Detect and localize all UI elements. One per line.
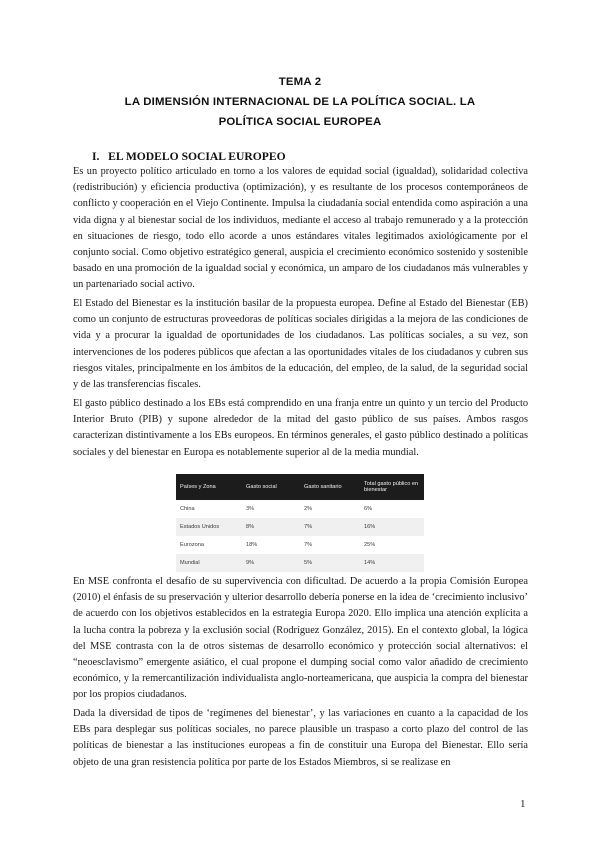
table-header: Gasto social <box>242 474 300 500</box>
table-cell: 7% <box>300 518 360 536</box>
section-heading <box>92 150 286 163</box>
table-cell: 5% <box>300 554 360 572</box>
table-cell: Mundial <box>176 554 242 572</box>
table-header: Gasto sanitario <box>300 474 360 500</box>
paragraph-5: Dada la diversidad de tipos de ‘regímenes del bienestar’, y las variaciones en cuanto a la capacidad de los EBs para desplegar sus políticas sociales, no parece plausible un traspaso a corto plazo del control de las políticas de bienestar a las instituciones europeas a fin de constituir una Europa del Bienestar. Ello sería objeto de una gran resistencia política por parte de los Estados Miembros, si se realizase en <box>73 708 528 768</box>
paragraph-4: En MSE confronta el desafío de su supervivencia con dificultad. De acuerdo a la propia Comisión Europea (2010) el énfasis de su preservación y ulterior desarrollo debería ponerse en la idea de ‘crecimiento inclusivo’ de acuerdo con los objetivos establecidos en la estrategia Europa 2020. Ello implica una atención explícita a la lucha contra la pobreza y la exclusión social (Rodríguez González, 2015). En el contexto global, la lógica del MSE contrasta con la de otros sistemas de desarrollo económico y protección social alternativos: el “neoesclavismo” emergente asiático, el cual propone el dumping social como valor añadido de crecimiento económico, y la remercantilización individualista anglo-norteamericana, que auspicia la compra del bienestar por los propios ciudadanos. <box>73 576 528 701</box>
table-cell: 18% <box>242 536 300 554</box>
table-cell: China <box>176 500 242 518</box>
paragraph-2: El Estado del Bienestar es la institución basilar de la propuesta europea. Define al Estado del Bienestar (EB) como un conjunto de estructuras proveedoras de políticas sociales dirigidas a la mejora de las condiciones de vida y a procurar la igualdad de oportunidades de los ciudadanos. Las políticas sociales, a su vez, son intervenciones de los poderes públicos que afectan a las oportunidades vitales de los ciudadanos y cubren sus riesgos vitales, principalmente en los ámbitos de la educación, del empleo, de la salud, de la seguridad social y de las transferencias fiscales. <box>73 298 528 391</box>
table-header: Total gasto público en bienestar <box>360 474 424 500</box>
table-cell: 14% <box>360 554 424 572</box>
section-title: EL MODELO SOCIAL EUROPEO <box>108 150 286 163</box>
section-number: I. <box>92 150 100 163</box>
table-cell: 2% <box>300 500 360 518</box>
document-title-line-1: LA DIMENSIÓN INTERNACIONAL DE LA POLÍTICA SOCIAL. LA <box>124 96 476 108</box>
table-cell: 7% <box>300 536 360 554</box>
table-cell: 16% <box>360 518 424 536</box>
paragraph-1: Es un proyecto político articulado en torno a los valores de equidad social (igualdad), solidaridad colectiva (redistribución) y eficiencia productiva (optimización), y es resultante de los procesos contemporáneos de conflicto y cooperación en el Viejo Continente. Impulsa la ciudadanía social entendida como aspiración a una vida digna y al bienestar social de los individuos, mediante el acceso al trabajo remunerado y a la protección en situaciones de riesgo, todo ello acorde a unos estándares vitales legitimados axiológicamente por el conjunto social. Como objetivo estratégico general, auspicia el crecimiento económico sostenido y sostenible basado en una promoción de la igualdad social y económica, un amparo de los ciudadanos más vulnerables y un partenariado social activo. <box>73 166 528 291</box>
table-row <box>176 518 424 536</box>
table-cell: 9% <box>242 554 300 572</box>
table-cell: 25% <box>360 536 424 554</box>
document-title-line-2: POLÍTICA SOCIAL EUROPEA <box>218 116 382 128</box>
table-cell: Eurozona <box>176 536 242 554</box>
table-header: Países y Zona <box>176 474 242 500</box>
table-row <box>176 500 424 518</box>
table-cell: Estados Unidos <box>176 518 242 536</box>
page-number: 1 <box>520 798 526 810</box>
table-cell: 8% <box>242 518 300 536</box>
table-row <box>176 536 424 554</box>
table-cell: 3% <box>242 500 300 518</box>
paragraph-3: El gasto público destinado a los EBs está comprendido en una franja entre un quinto y un tercio del Producto Interior Bruto (PIB) y supone alrededor de la mitad del gasto público de sus países. Ambos rasgos caracterizan distintivamente a los EBs europeos. En términos generales, el gasto público destinado a políticas sociales y del bienestar en Europa es notablemente superior al de la media mundial. <box>73 398 528 458</box>
tema-label: TEMA 2 <box>278 76 322 88</box>
table-cell: 6% <box>360 500 424 518</box>
table-header-row <box>176 474 424 500</box>
table-row <box>176 554 424 572</box>
spending-table <box>176 474 424 572</box>
